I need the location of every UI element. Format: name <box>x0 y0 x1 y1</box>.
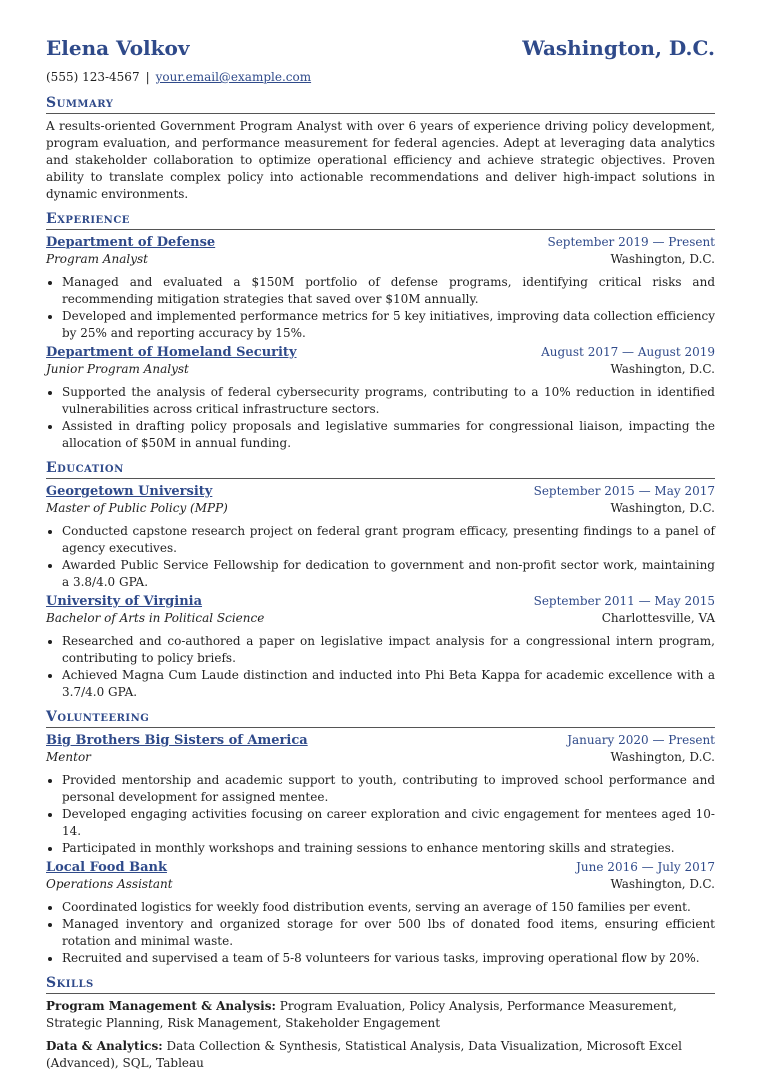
entry-role: Program Analyst <box>46 252 148 266</box>
entry-location: Washington, D.C. <box>610 501 715 515</box>
entry-item <box>46 234 715 342</box>
contact-separator: | <box>145 70 150 84</box>
entry-role: Mentor <box>46 750 91 764</box>
bullet-item: • Coordinated logistics for weekly food distribution events, serving an average of 150 families per event. <box>62 899 715 916</box>
bullet-item: • Managed inventory and organized storage for over 500 lbs of donated food items, ensuring efficient rotation and minimal waste. <box>62 916 715 950</box>
section-title-volunteering: Volunteering <box>46 709 715 728</box>
resume-page <box>46 36 715 1078</box>
entry-header-row <box>46 593 715 610</box>
skill-values: Program Evaluation, Policy Analysis, Performance Measurement, Strategic Planning, Risk Management, Stakeholder Engagement <box>46 999 677 1030</box>
organization-name[interactable]: Local Food Bank <box>46 860 167 875</box>
entry-dates: June 2016 — July 2017 <box>576 860 715 874</box>
entry-subheader-row <box>46 500 715 517</box>
bullet-list <box>46 633 715 701</box>
entry-subheader-row <box>46 610 715 627</box>
bullet-list <box>46 899 715 967</box>
bullet-item: • Achieved Magna Cum Laude distinction and inducted into Phi Beta Kappa for academic excellence with a 3.7/4.0 GPA. <box>62 667 715 701</box>
bullet-list <box>46 274 715 342</box>
skill-line <box>46 1038 715 1072</box>
entry-role: Master of Public Policy (MPP) <box>46 501 228 515</box>
entry-dates: September 2011 — May 2015 <box>533 594 715 608</box>
bullet-item: • Assisted in drafting policy proposals and legislative summaries for congressional liaison, impacting the allocation of $50M in annual funding. <box>62 418 715 452</box>
entry-location: Washington, D.C. <box>610 750 715 764</box>
organization-name[interactable]: Department of Defense <box>46 235 216 250</box>
bullet-item: • Researched and co-authored a paper on legislative impact analysis for a congressional intern program, contributing to policy briefs. <box>62 633 715 667</box>
skill-category: Data & Analytics: <box>46 1039 163 1053</box>
bullet-item: • Conducted capstone research project on federal grant program efficacy, presenting findings to a panel of agency executives. <box>62 523 715 557</box>
bullet-item: • Developed engaging activities focusing on career exploration and civic engagement for mentees aged 10-14. <box>62 806 715 840</box>
skill-values: Data Collection & Synthesis, Statistical Analysis, Data Visualization, Microsoft Excel (Advanced), SQL, Tableau <box>46 1039 682 1070</box>
entry-subheader-row <box>46 361 715 378</box>
entry-item <box>46 483 715 591</box>
resume-header <box>46 36 715 66</box>
entry-subheader-row <box>46 876 715 893</box>
entry-item <box>46 732 715 857</box>
entry-header-row <box>46 344 715 361</box>
organization-name[interactable]: Big Brothers Big Sisters of America <box>46 733 308 748</box>
summary-text: A results-oriented Government Program Analyst with over 6 years of experience driving policy development, program evaluation, and performance measurement for federal agencies. Adept at leveraging data analytics and stakeholder collaboration to optimize operational efficiency and achieve strategic objectives. Proven ability to translate complex policy into actionable recommendations and deliver high-impact solutions in dynamic environments. <box>46 119 715 201</box>
entry-role: Junior Program Analyst <box>46 362 189 376</box>
organization-name[interactable]: University of Virginia <box>46 594 203 609</box>
bullet-list <box>46 523 715 591</box>
skills-list <box>46 998 715 1072</box>
entry-header-row <box>46 732 715 749</box>
contact-line <box>46 69 715 87</box>
entry-role: Operations Assistant <box>46 877 173 891</box>
skill-line <box>46 998 715 1032</box>
entry-dates: August 2017 — August 2019 <box>541 345 715 359</box>
entry-dates: January 2020 — Present <box>567 733 715 747</box>
bullet-item: • Supported the analysis of federal cybersecurity programs, contributing to a 10% reduction in identified vulnerabilities across critical infrastructure sectors. <box>62 384 715 418</box>
entry-location: Washington, D.C. <box>610 362 715 376</box>
candidate-location: Washington, D.C. <box>522 36 715 60</box>
bullet-list <box>46 772 715 857</box>
bullet-item: • Managed and evaluated a $150M portfolio of defense programs, identifying critical risks and recommending mitigation strategies that saved over $10M annually. <box>62 274 715 308</box>
volunteering-list <box>46 732 715 967</box>
entry-item <box>46 593 715 701</box>
bullet-list <box>46 384 715 452</box>
entry-header-row <box>46 234 715 251</box>
entry-subheader-row <box>46 251 715 268</box>
section-title-summary: Summary <box>46 95 715 114</box>
entry-dates: September 2019 — Present <box>547 235 715 249</box>
entry-location: Charlottesville, VA <box>601 611 715 625</box>
organization-name[interactable]: Department of Homeland Security <box>46 345 297 360</box>
bullet-item: • Participated in monthly workshops and training sessions to enhance mentoring skills and strategies. <box>62 840 715 857</box>
bullet-item: • Recruited and supervised a team of 5-8 volunteers for various tasks, improving operational flow by 20%. <box>62 950 715 967</box>
experience-list <box>46 234 715 452</box>
entry-location: Washington, D.C. <box>610 877 715 891</box>
section-title-experience: Experience <box>46 211 715 230</box>
entry-item <box>46 859 715 967</box>
skill-category: Program Management & Analysis: <box>46 999 276 1013</box>
entry-header-row <box>46 859 715 876</box>
entry-header-row <box>46 483 715 500</box>
candidate-name: Elena Volkov <box>46 36 190 60</box>
phone-number: (555) 123-4567 <box>46 70 140 84</box>
section-title-skills: Skills <box>46 975 715 994</box>
entry-dates: September 2015 — May 2017 <box>533 484 715 498</box>
bullet-item: • Provided mentorship and academic support to youth, contributing to improved school performance and personal development for assigned mentee. <box>62 772 715 806</box>
education-list <box>46 483 715 701</box>
bullet-item: • Awarded Public Service Fellowship for dedication to government and non-profit sector work, maintaining a 3.8/4.0 GPA. <box>62 557 715 591</box>
section-title-education: Education <box>46 460 715 479</box>
entry-role: Bachelor of Arts in Political Science <box>46 611 265 625</box>
entry-subheader-row <box>46 749 715 766</box>
organization-name[interactable]: Georgetown University <box>46 484 213 499</box>
entry-location: Washington, D.C. <box>610 252 715 266</box>
entry-item <box>46 344 715 452</box>
email-link[interactable]: your.email@example.com <box>155 70 312 84</box>
bullet-item: • Developed and implemented performance metrics for 5 key initiatives, improving data collection efficiency by 25% and reporting accuracy by 15%. <box>62 308 715 342</box>
